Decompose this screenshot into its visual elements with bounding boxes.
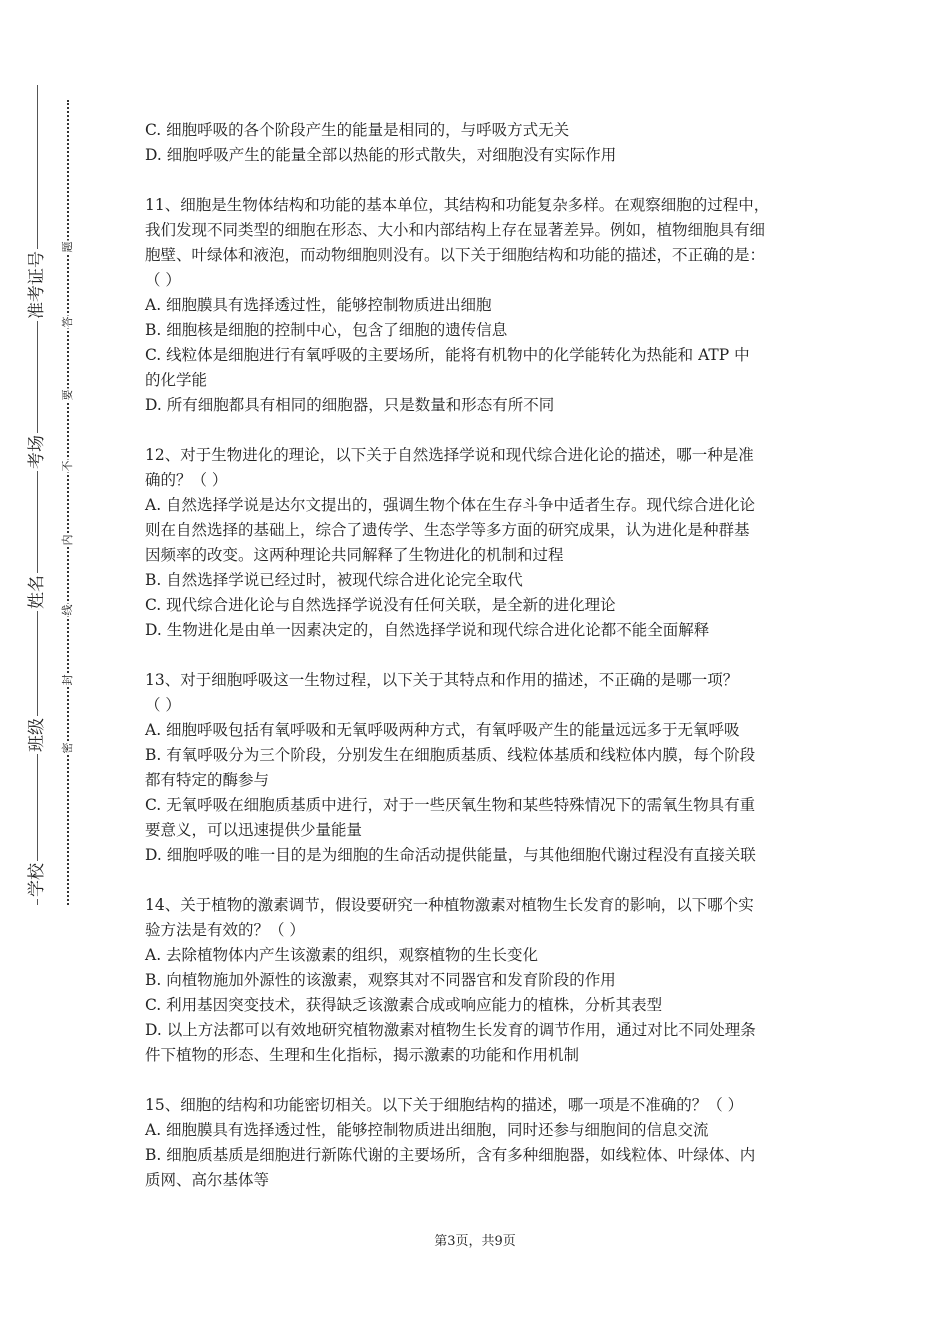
question-line: 15、细胞的结构和功能密切相关。以下关于细胞结构的描述，哪一项是不准确的？（ ） xyxy=(145,1096,744,1114)
question-line: D. 细胞呼吸产生的能量全部以热能的形式散失，对细胞没有实际作用 xyxy=(145,146,617,164)
seal-char: 不 xyxy=(61,460,74,472)
question-line: 件下植物的形态、生理和生化指标，揭示激素的功能和作用机制 xyxy=(145,1046,580,1064)
class-label: 班级 xyxy=(27,718,47,752)
question-line: 质网、高尔基体等 xyxy=(145,1171,270,1189)
question-line: D. 以上方法都可以有效地研究植物激素对植物生长发育的调节作用，通过对比不同处理条 xyxy=(145,1021,756,1039)
question-line: C. 现代综合进化论与自然选择学说没有任何关联，是全新的进化理论 xyxy=(145,596,616,614)
question-line: B. 向植物施加外源性的该激素，观察其对不同器官和发育阶段的作用 xyxy=(145,971,616,989)
question-line: A. 细胞膜具有选择透过性，能够控制物质进出细胞，同时还参与细胞间的信息交流 xyxy=(145,1121,709,1139)
question-line: 我们发现不同类型的细胞在形态、大小和内部结构上存在显著差异。例如，植物细胞具有细 xyxy=(145,221,766,239)
question-line: 胞壁、叶绿体和液泡，而动物细胞则没有。以下关于细胞结构和功能的描述，不正确的是： xyxy=(145,246,766,264)
question-line: （ ） xyxy=(145,696,181,714)
seal-char: 密 xyxy=(61,742,74,754)
question-line: D. 生物进化是由单一因素决定的，自然选择学说和现代综合进化论都不能全面解释 xyxy=(145,621,710,639)
question-line: D. 细胞呼吸的唯一目的是为细胞的生命活动提供能量，与其他细胞代谢过程没有直接关联 xyxy=(145,846,756,864)
question-line: 13、对于细胞呼吸这一生物过程，以下关于其特点和作用的描述，不正确的是哪一项？ xyxy=(145,671,739,689)
question-line: 因频率的改变。这两种理论共同解释了生物进化的机制和过程 xyxy=(145,546,564,564)
question-line: 确的？（ ） xyxy=(145,471,228,489)
question-block xyxy=(145,443,815,643)
question-line: 14、关于植物的激素调节，假设要研究一种植物激素对植物生长发育的影响，以下哪个实 xyxy=(145,896,754,914)
school-label: 学校 xyxy=(27,863,47,897)
question-line: 验方法是有效的？（ ） xyxy=(145,921,305,939)
question-block xyxy=(145,118,815,168)
question-line: C. 无氧呼吸在细胞质基质中进行，对于一些厌氧生物和某些特殊情况下的需氧生物具有重 xyxy=(145,796,756,814)
question-block xyxy=(145,893,815,1068)
question-line: A. 细胞呼吸包括有氧呼吸和无氧呼吸两种方式，有氧呼吸产生的能量远远多于无氧呼吸 xyxy=(145,721,740,739)
question-line: 要意义，可以迅速提供少量能量 xyxy=(145,821,363,839)
question-block xyxy=(145,193,815,418)
question-line: A. 自然选择学说是达尔文提出的，强调生物个体在生存斗争中适者生存。现代综合进化论 xyxy=(145,496,756,514)
seal-char: 封 xyxy=(61,674,74,686)
question-line: 11、细胞是生物体结构和功能的基本单位，其结构和功能复杂多样。在观察细胞的过程中， xyxy=(145,196,770,214)
solid-fill-line xyxy=(37,85,38,905)
question-line: C. 细胞呼吸的各个阶段产生的能量是相同的，与呼吸方式无关 xyxy=(145,121,570,139)
question-line: C. 利用基因突变技术，获得缺乏该激素合成或响应能力的植株，分析其表型 xyxy=(145,996,663,1014)
question-line: 则在自然选择的基础上，综合了遗传学、生态学等多方面的研究成果，认为进化是种群基 xyxy=(145,521,750,539)
exam-room-label: 考场 xyxy=(27,435,47,469)
page-number: 第3页，共9页 xyxy=(434,1234,516,1249)
question-block xyxy=(145,668,815,868)
question-block xyxy=(145,1093,815,1193)
seal-char: 要 xyxy=(61,389,74,401)
question-line: A. 细胞膜具有选择透过性，能够控制物质进出细胞 xyxy=(145,296,492,314)
question-line: A. 去除植物体内产生该激素的组织，观察植物的生长变化 xyxy=(145,946,539,964)
name-label: 姓名 xyxy=(27,575,47,609)
seal-char: 内 xyxy=(61,534,74,546)
question-line: B. 自然选择学说已经过时，被现代综合进化论完全取代 xyxy=(145,571,523,589)
seal-char: 答 xyxy=(61,316,74,328)
question-list xyxy=(145,118,815,1218)
question-line: 的化学能 xyxy=(145,371,208,389)
question-line: （ ） xyxy=(145,271,181,289)
seal-dotted-line xyxy=(67,100,69,905)
question-line: B. 细胞质基质是细胞进行新陈代谢的主要场所，含有多种细胞器，如线粒体、叶绿体、内 xyxy=(145,1146,756,1164)
seal-char: 题 xyxy=(61,241,74,253)
question-line: C. 线粒体是细胞进行有氧呼吸的主要场所，能将有机物中的化学能转化为热能和 ATP 中 xyxy=(145,346,750,364)
question-line: D. 所有细胞都具有相同的细胞器，只是数量和形态有所不同 xyxy=(145,396,555,414)
question-line: 12、对于生物进化的理论，以下关于自然选择学说和现代综合进化论的描述，哪一种是准 xyxy=(145,446,754,464)
admission-number-label: 准考证号 xyxy=(27,251,47,319)
question-line: B. 细胞核是细胞的控制中心，包含了细胞的遗传信息 xyxy=(145,321,508,339)
question-line: 都有特定的酶参与 xyxy=(145,771,270,789)
seal-char: 线 xyxy=(61,604,74,616)
question-line: B. 有氧呼吸分为三个阶段，分别发生在细胞质基质、线粒体基质和线粒体内膜，每个阶段 xyxy=(145,746,756,764)
